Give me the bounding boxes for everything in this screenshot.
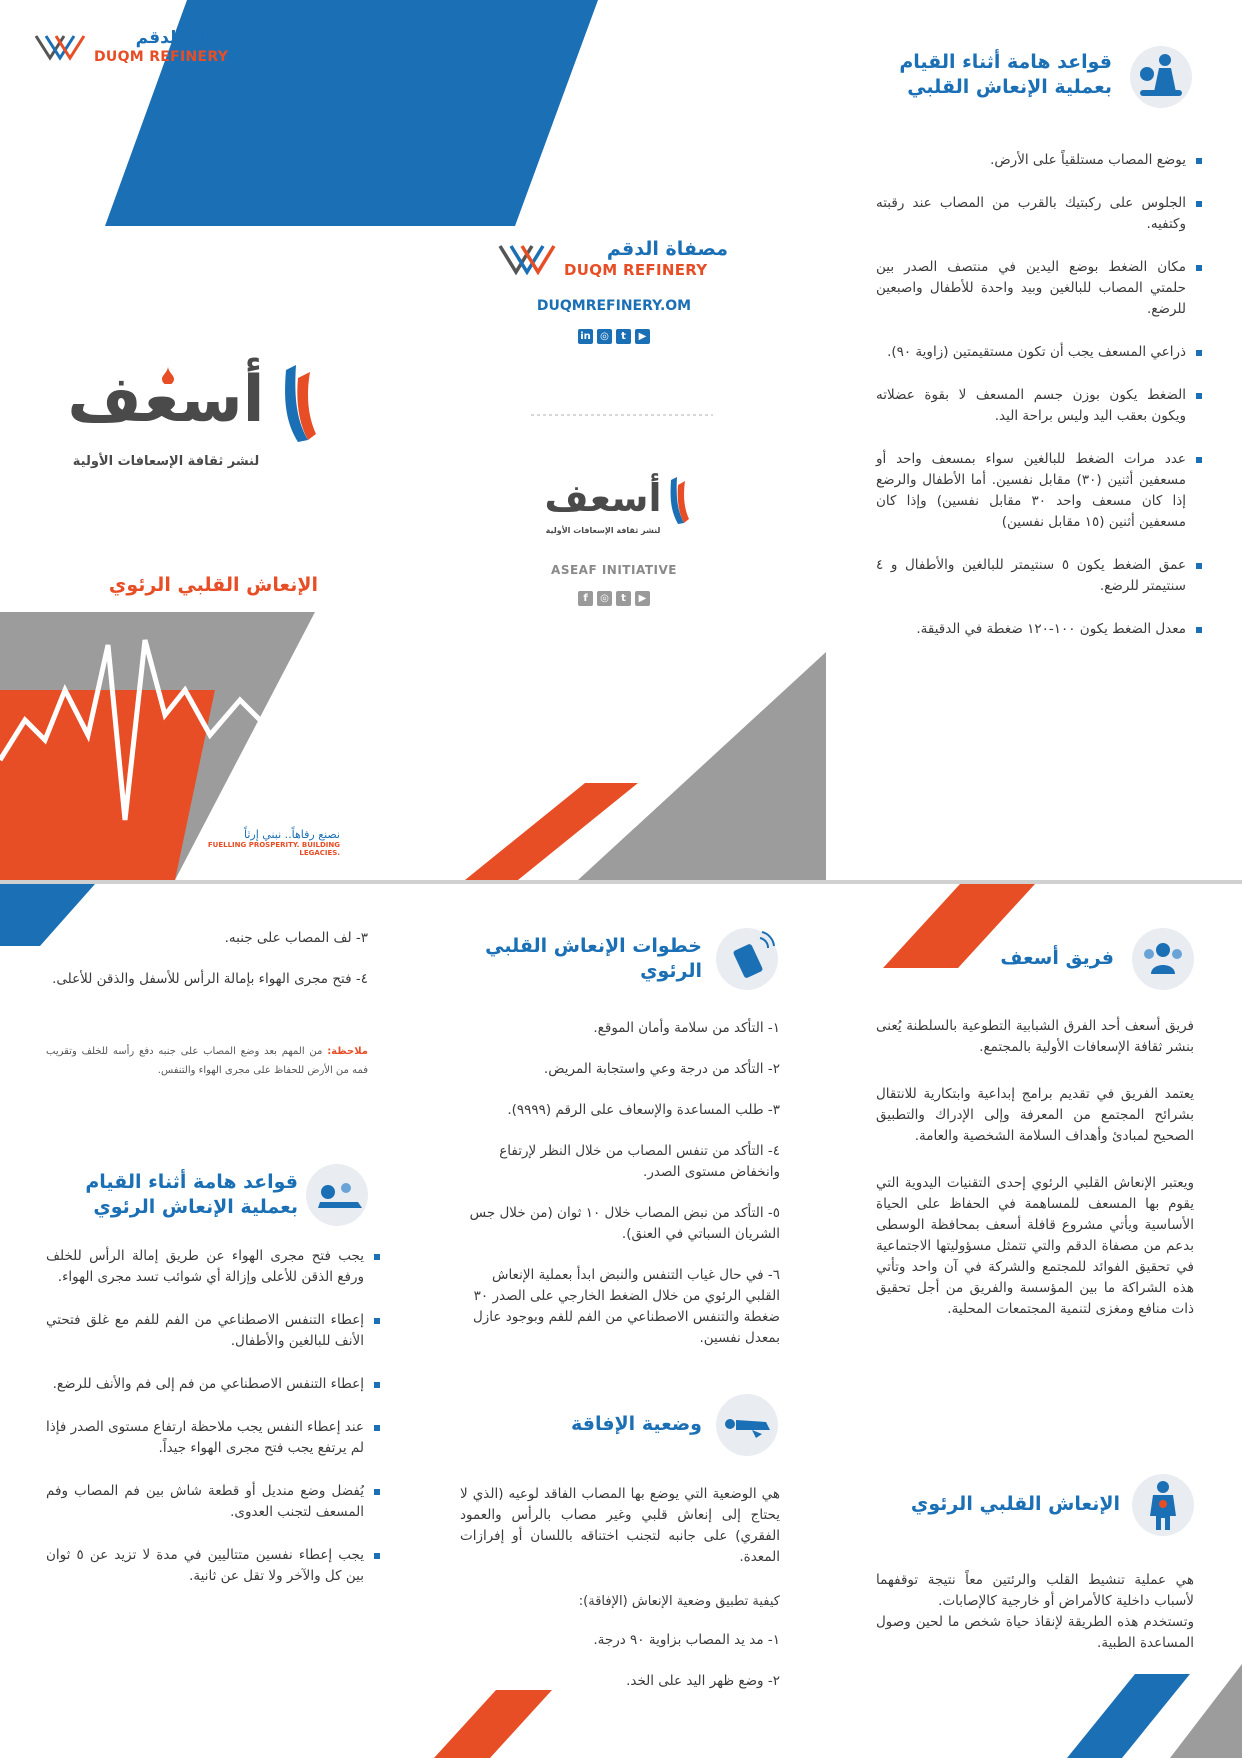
recovery-step: ٣- لف المصاب على جنبه. <box>224 930 368 946</box>
hand-icon <box>666 468 690 526</box>
step-item: ٥- التأكد من نبض المصاب خلال ١٠ ثوان (من خلال جس الشريان السباتي في العنق). <box>469 1205 780 1242</box>
tagline <box>170 828 340 857</box>
brand-name-en: DUQM REFINERY <box>564 261 708 279</box>
grey-triangle-middle <box>578 652 826 880</box>
recovery-step: ١- مد يد المصاب بزاوية ٩٠ درجة. <box>593 1632 780 1648</box>
steps-title-line1: خطوات الإنعاش القلبي <box>485 935 702 957</box>
team-paragraph: يعتمد الفريق في تقديم برامج إبداعية وابتكارية للانتقال بشرائح المجتمع من المعرفة وإلى الإدراك والتطبيق الصحيح لمبادئ وأهداف السلامة الشخصية والعامة. <box>876 1086 1194 1144</box>
twitter-icon[interactable]: t <box>616 591 631 606</box>
cpr-paragraph: هي عملية تنشيط القلب والرئتين معاً نتيجة توقفهما لأسباب داخلية كالأمراض أو خارجية كالإصابات. <box>876 1572 1194 1609</box>
aseaf-logo-word: أسعف <box>67 363 265 437</box>
rules-bottom-title <box>46 1170 298 1220</box>
step-item: ٣- طلب المساعدة والإسعاف على الرقم (٩٩٩٩). <box>507 1102 780 1118</box>
rule-item: ذراعي المسعف يجب أن تكون مستقيمتين (زاوية ٩٠). <box>876 342 1202 363</box>
rule-item: الضغط يكون بوزن جسم المسعف لا بقوة عضلاته ويكون بعقب اليد وليس براحة اليد. <box>876 385 1202 427</box>
rule-item: مكان الضغط بوضع اليدين في منتصف الصدر بين حلمتي المصاب للبالغين وبيد واحدة للأطفال واصبعين للرضع. <box>876 257 1202 320</box>
rules-bottom-title-line1: قواعد هامة أثناء القيام <box>85 1171 298 1193</box>
rule-item: يجب إعطاء نفسين متتاليين في مدة لا تزيد عن ٥ ثوان بين كل والآخر ولا تقل عن ثانية. <box>46 1545 380 1587</box>
social-links-top <box>498 324 730 344</box>
rules-top-title-line1: قواعد هامة أثناء القيام <box>899 51 1112 73</box>
recovery-intro: هي الوضعية التي يوضع بها المصاب الفاقد لوعيه (الذي لا يحتاج إلى إنعاش قلبي وغير مصاب بالرأس والعمود الفقري) على جانبه لتجنب اختناقه باللسان أو إفرازات المعدة. <box>460 1486 780 1565</box>
rules-bottom-list <box>46 1246 380 1609</box>
recovery-title: وضعية الإفاقة <box>571 1413 702 1435</box>
brand-name-ar: مصفاة الدقم <box>606 238 728 260</box>
steps-title-line2: الرئوي <box>640 960 702 982</box>
step-item: ٤- التأكد من تنفس المصاب من خلال النظر لإرتفاع وانخفاض مستوى الصدر. <box>499 1143 780 1180</box>
step-item: ١- التأكد من سلامة وأمان الموقع. <box>593 1020 780 1036</box>
youtube-icon[interactable]: ▶ <box>635 591 650 606</box>
recovery-position-icon <box>716 1394 778 1456</box>
tagline-en: FUELLING PROSPERITY. BUILDING LEGACIES. <box>207 841 340 857</box>
website-link[interactable]: DUQMREFINERY.OM <box>536 298 692 314</box>
step-item: ٢- التأكد من درجة وعي واستجابة المريض. <box>543 1061 780 1077</box>
team-paragraphs <box>876 1016 1194 1346</box>
recovery-steps <box>460 1630 780 1712</box>
phone-call-icon <box>716 928 778 990</box>
steps-list <box>460 1018 780 1369</box>
aseaf-logo-cover <box>50 350 315 480</box>
duqm-logo-middle <box>498 238 730 278</box>
brand-name-ar: مصفاة الدقم <box>135 28 244 48</box>
recovery-howto: كيفية تطبيق وضعية الإنعاش (الإفاقة): <box>578 1594 780 1609</box>
team-icon <box>1132 928 1194 990</box>
rule-item: يوضع المصاب مستلقياً على الأرض. <box>876 150 1202 171</box>
rules-bottom-title-line2: بعملية الإنعاش الرئوي <box>93 1196 298 1218</box>
cpr-paragraph: وتستخدم هذه الطريقة لإنقاذ حياة شخص ما لحين وصول المساعدة الطبية. <box>876 1614 1194 1651</box>
aseaf-logo-middle <box>538 468 698 543</box>
cover-title: الإنعاش القلبي الرئوي <box>108 574 318 596</box>
recovery-steps-continued <box>46 928 368 1010</box>
blue-stripe-bottom <box>1067 1674 1190 1758</box>
duqm-logo-top-left <box>34 28 244 68</box>
rule-item: عمق الضغط يكون ٥ سنتيمتر للبالغين والأطفال و ٤ سنتيمتر للرضع. <box>876 555 1202 597</box>
recovery-note-label: ملاحظة: <box>327 1046 368 1057</box>
recovery-step: ٤- فتح مجرى الهواء بإمالة الرأس للأسفل والذقن للأعلى. <box>52 971 368 987</box>
rule-item: إعطاء التنفس الاصطناعي من فم إلى فم والأنف للرضع. <box>46 1374 380 1395</box>
linkedin-icon[interactable]: in <box>578 329 593 344</box>
instagram-icon[interactable]: ◎ <box>597 591 612 606</box>
rule-item: إعطاء التنفس الاصطناعي من الفم للفم مع غلق فتحتي الأنف للبالغين والأطفال. <box>46 1310 380 1352</box>
cpr-paragraphs <box>876 1570 1194 1654</box>
brochure-inside <box>0 884 1242 1758</box>
facebook-icon[interactable]: f <box>578 591 593 606</box>
instagram-icon[interactable]: ◎ <box>597 329 612 344</box>
recovery-note <box>46 1042 368 1080</box>
aseaf-logo-subtitle: لنشر ثقافة الإسعافات الأولية <box>72 454 260 469</box>
hand-icon <box>278 350 318 445</box>
rule-item: الجلوس على ركبتيك بالقرب من المصاب عند رقبته وكتفيه. <box>876 193 1202 235</box>
social-links-aseaf <box>498 586 730 606</box>
rule-item: يُفضل وضع منديل أو قطعة شاش بين فم المصاب وفم المسعف لتجنب العدوى. <box>46 1481 380 1523</box>
rule-item: عند إعطاء النفس يجب ملاحظة ارتفاع مستوى الصدر فإذا لم يرتفع يجب فتح مجرى الهواء جيداً. <box>46 1417 380 1459</box>
breathing-rules-icon <box>306 1164 368 1226</box>
youtube-icon[interactable]: ▶ <box>635 329 650 344</box>
brand-name-en: DUQM REFINERY <box>94 49 229 65</box>
duqm-chevron-icon <box>34 32 92 62</box>
team-paragraph: ويعتبر الإنعاش القلبي الرئوي إحدى التقنيات اليدوية التي يقوم بها المسعف للمساهمة في الحفاظ على الحياة الأساسية ويأتي مشروع قافلة أسعف بمحافظة الوسطى بدعم من مصفاة الدقم والتي تتمثل مسؤوليتها الاجتماعية في تحقيق الفوائد للمجتمع والشركة في آن واحد وتأتي هذه الشراكة ما بين المؤسسة والفريق من أجل تحقيق ذات منافع ومغزى لتنمية المجتمعات المحلية. <box>876 1175 1194 1317</box>
aseaf-logo-subtitle: لنشر ثقافة الإسعافات الأولية <box>545 526 661 535</box>
rules-top-title-line2: بعملية الإنعاش القلبي <box>907 76 1112 98</box>
steps-title <box>470 934 702 984</box>
aseaf-initiative-label: ASEAF INITIATIVE <box>551 563 677 577</box>
recovery-note-text: من المهم بعد وضع المصاب على جنبه دفع رأسه للخلف وتقريب فمه من الأرض للحفاظ على مجرى الهواء والتنفس. <box>46 1046 368 1076</box>
cpr-body-icon <box>1132 1474 1194 1536</box>
cpr-rules-icon <box>1130 46 1192 108</box>
rule-item: عدد مرات الضغط للبالغين سواء بمسعف واحد أو مسعفين أثنين (٣٠) مقابل نفسين. أما الأطفال والرضع إذا كان مسعف واحد ٣٠ مقابل نفسين) وإذا كان مسعفين أثنين (١٥ مقابل نفسين) <box>876 449 1202 533</box>
duqm-chevron-icon <box>498 242 564 276</box>
cpr-title: الإنعاش القلبي الرئوي <box>910 1493 1120 1515</box>
recovery-step: ٢- وضع ظهر اليد على الخد. <box>626 1673 780 1689</box>
rule-item: معدل الضغط يكون ١٠٠-١٢٠ ضغطة في الدقيقة. <box>876 619 1202 640</box>
team-paragraph: فريق أسعف أحد الفرق الشبابية التطوعية بالسلطنة يُعنى بنشر ثقافة الإسعافات الأولية بالمجتمع. <box>876 1018 1194 1055</box>
tagline-ar: نصنع رفاهاً.. نبني إرثاً <box>244 828 340 841</box>
step-item: ٦- في حال غياب التنفس والنبض ابدأ بعملية الإنعاش القلبي الرئوي من خلال الضغط الخارجي على الصدر ٣٠ ضغطة والتنفس الاصطناعي من الفم للفم وبوجود عازل بمعدل نفسين. <box>472 1267 780 1346</box>
rule-item: يجب فتح مجرى الهواء عن طريق إمالة الرأس للخلف ورفع الذقن للأعلى وإزالة أي شوائب تسد مجرى الهواء. <box>46 1246 380 1288</box>
rules-top-list <box>876 150 1202 662</box>
team-title: فريق أسعف <box>1000 947 1114 969</box>
rules-top-title <box>860 50 1112 100</box>
twitter-icon[interactable]: t <box>616 329 631 344</box>
aseaf-logo-word: أسعف <box>544 476 662 520</box>
